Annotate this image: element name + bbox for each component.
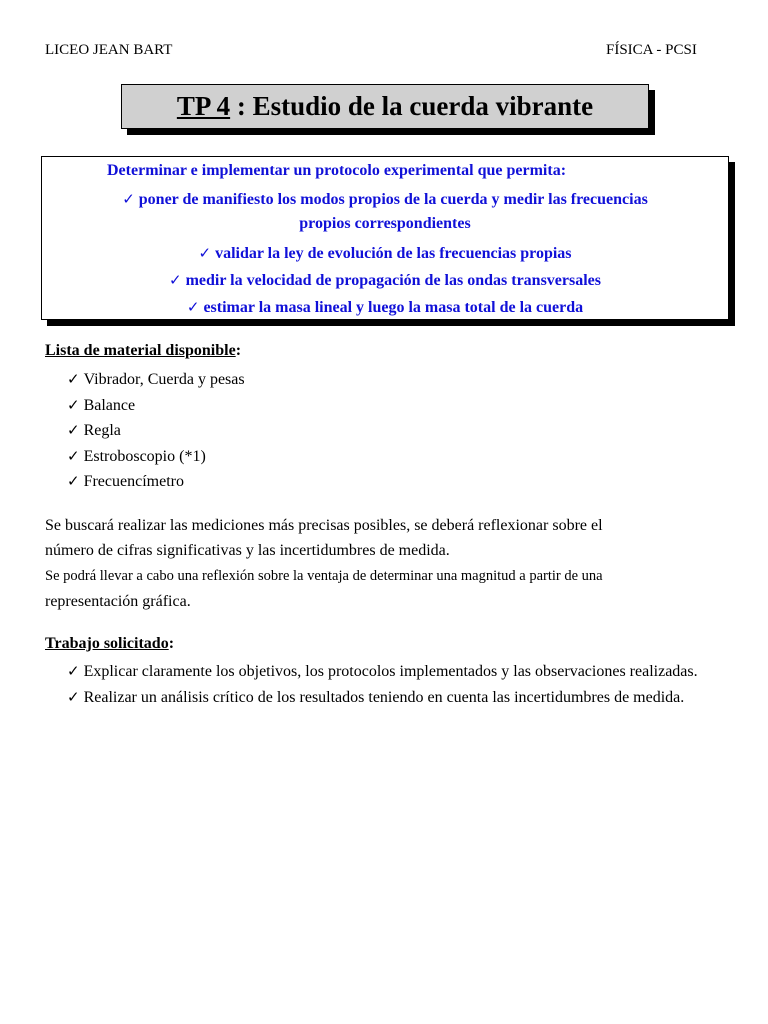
objective-item: ✓ medir la velocidad de propagación de las ondas transversales <box>168 271 601 289</box>
check-icon: ✓ <box>67 370 80 388</box>
material-item: ✓ Frecuencímetro <box>67 472 184 490</box>
material-item: ✓ Regla <box>67 421 121 439</box>
objectives-intro: Determinar e implementar un protocolo experimental que permita: <box>107 162 567 179</box>
objective-item: ✓ poner de manifiesto los modos propios de la cuerda y medir las frecuencias <box>122 190 648 208</box>
title-tp-number: TP 4 <box>176 91 231 121</box>
check-icon: ✓ <box>198 244 212 262</box>
paragraph-line: Se podrá llevar a cabo una reflexión sobre la ventaja de determinar una magnitud a partir de una <box>45 568 603 584</box>
work-item: ✓ Realizar un análisis crítico de los resultados teniendo en cuenta las incertidumbres de medida. <box>67 688 685 706</box>
check-icon: ✓ <box>168 271 182 289</box>
check-icon: ✓ <box>67 396 80 414</box>
check-icon: ✓ <box>67 688 80 706</box>
paragraph-line: Se buscará realizar las mediciones más precisas posibles, se deberá reflexionar sobre el <box>45 517 603 534</box>
subject-label: FÍSICA - PCSI <box>606 42 697 58</box>
materials-heading: Lista de material disponible: <box>45 342 242 359</box>
school-name: LICEO JEAN BART <box>45 42 173 58</box>
objective-item: ✓ validar la ley de evolución de las frecuencias propias <box>198 244 572 262</box>
paragraph-line: representación gráfica. <box>45 593 191 610</box>
check-icon: ✓ <box>67 421 80 439</box>
paragraph-line: número de cifras significativas y las incertidumbres de medida. <box>45 542 450 559</box>
page-title <box>121 84 649 129</box>
check-icon: ✓ <box>67 472 80 490</box>
check-icon: ✓ <box>186 298 200 316</box>
objectives-box <box>41 156 729 320</box>
work-heading: Trabajo solicitado: <box>45 635 175 652</box>
material-item: ✓ Balance <box>67 396 136 414</box>
material-item: ✓ Vibrador, Cuerda y pesas <box>67 370 245 388</box>
title-text: : Estudio de la cuerda vibrante <box>230 91 594 121</box>
work-item: ✓ Explicar claramente los objetivos, los protocolos implementados y las observaciones realizadas. <box>67 662 698 680</box>
material-item: ✓ Estroboscopio (*1) <box>67 447 206 465</box>
check-icon: ✓ <box>67 662 80 680</box>
check-icon: ✓ <box>122 190 135 208</box>
check-icon: ✓ <box>67 447 80 465</box>
objective-item-continuation: propios correspondientes <box>299 215 471 232</box>
objective-item: ✓ estimar la masa lineal y luego la masa total de la cuerda <box>186 298 584 316</box>
